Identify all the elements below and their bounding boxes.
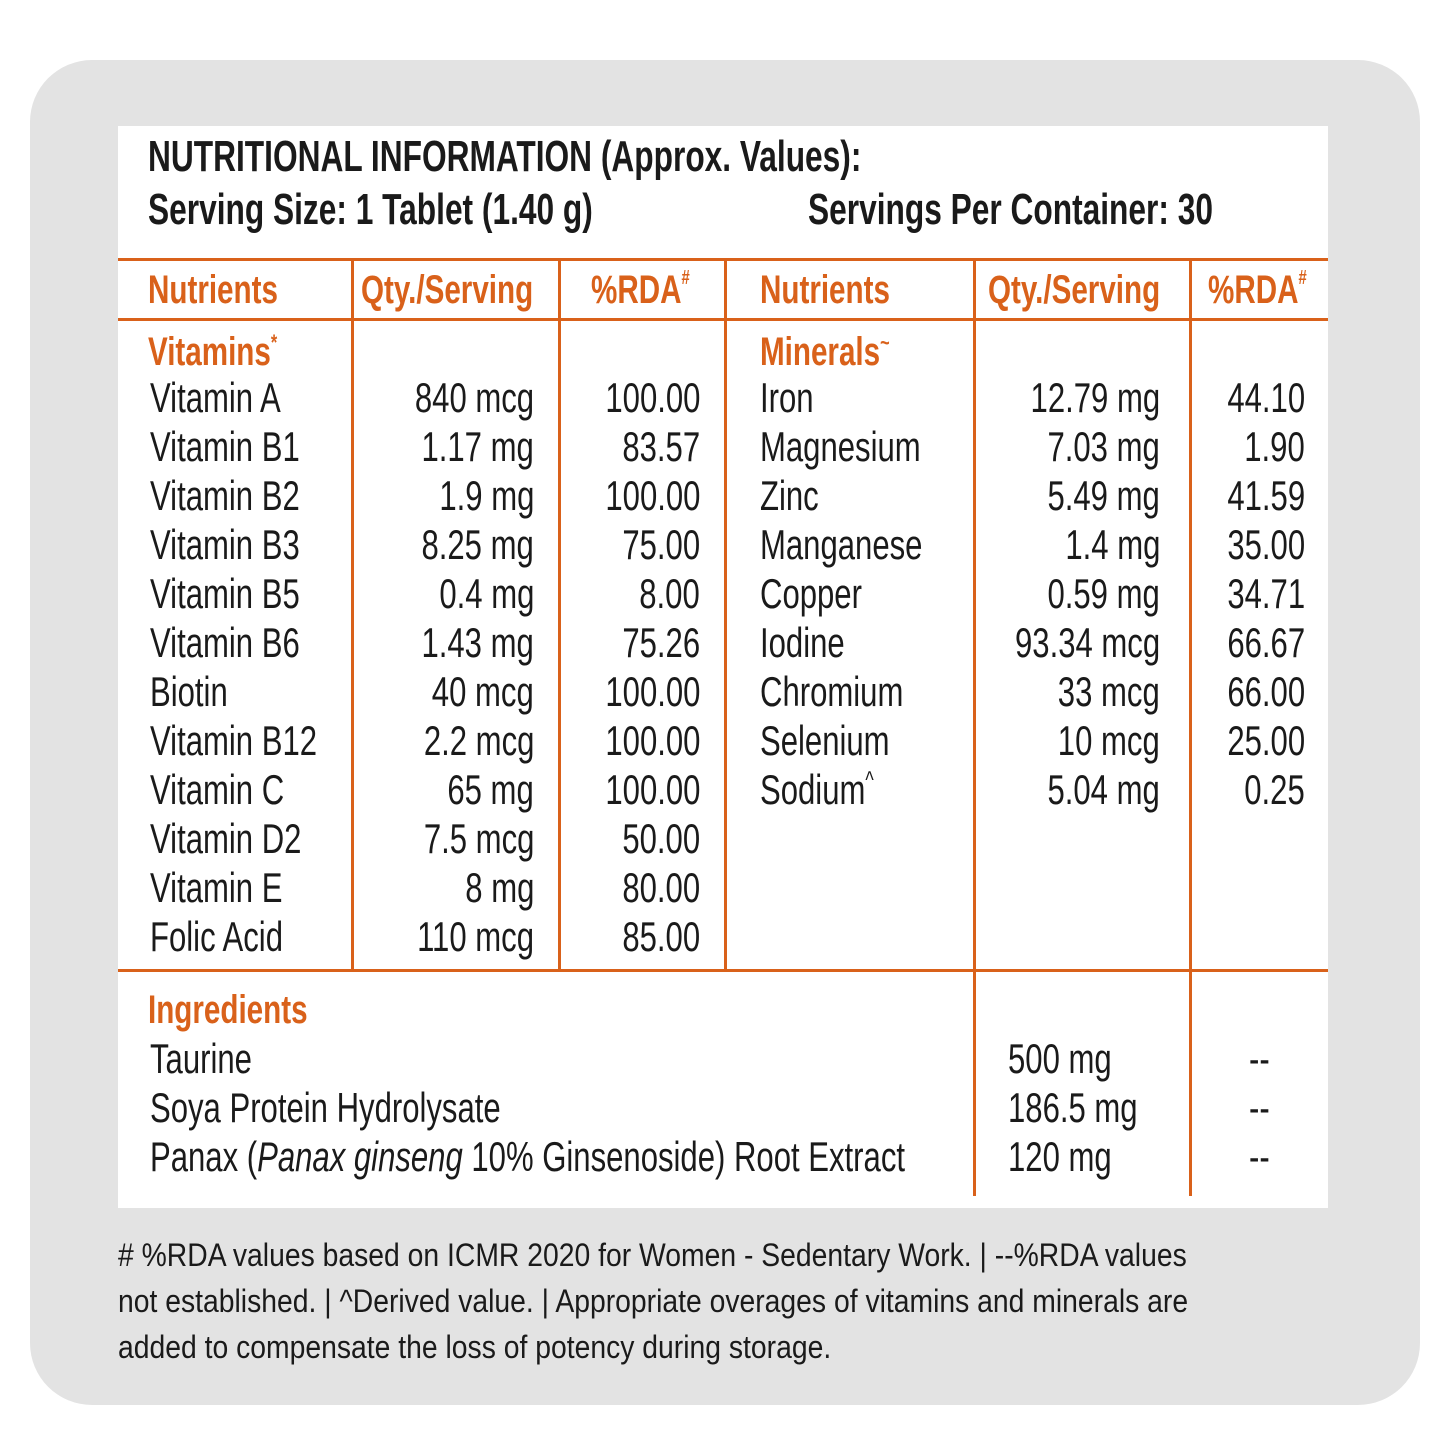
- vitamin-rda: 100.00: [604, 717, 700, 764]
- vitamin-qty: 2.2 mcg: [423, 717, 534, 764]
- minerals-heading: Minerals~: [760, 330, 890, 374]
- vitamin-qty: 8.25 mg: [421, 521, 534, 568]
- ingredient-rda: --: [1249, 1035, 1270, 1082]
- vitamin-rda: 75.00: [622, 521, 700, 568]
- mineral-rda: 34.71: [1227, 570, 1305, 617]
- ingredient-name: Panax (Panax ginseng 10% Ginsenoside) Root Extract: [150, 1133, 905, 1180]
- col-divider: [973, 258, 976, 1196]
- mineral-qty: 5.49 mg: [1047, 472, 1160, 519]
- ingredients-top-rule: [118, 969, 1328, 972]
- header-qty: Qty./Serving: [361, 268, 534, 312]
- ingredient-qty: 120 mg: [1008, 1133, 1112, 1180]
- vitamin-rda: 8.00: [639, 570, 700, 617]
- page-title: NUTRITIONAL INFORMATION (Approx. Values):: [148, 132, 862, 181]
- vitamin-rda: 100.00: [604, 374, 700, 421]
- mineral-rda: 1.90: [1244, 423, 1305, 470]
- vitamin-name: Vitamin B3: [150, 521, 300, 568]
- ingredients-heading: Ingredients: [148, 988, 308, 1032]
- mineral-qty: 0.59 mg: [1047, 570, 1160, 617]
- footnote-line: added to compensate the loss of potency during storage.: [118, 1329, 832, 1365]
- vitamin-name: Vitamin C: [150, 766, 285, 813]
- vitamin-rda: 50.00: [622, 815, 700, 862]
- vitamin-name: Vitamin B2: [150, 472, 300, 519]
- vitamin-name: Folic Acid: [150, 913, 284, 960]
- vitamin-name: Vitamin B5: [150, 570, 300, 617]
- mineral-name: Iodine: [760, 619, 845, 666]
- vitamin-qty: 1.43 mg: [421, 619, 534, 666]
- mineral-qty: 5.04 mg: [1047, 766, 1160, 813]
- vitamin-name: Vitamin B12: [150, 717, 318, 764]
- vitamin-name: Vitamin D2: [150, 815, 302, 862]
- vitamin-rda: 75.26: [622, 619, 700, 666]
- mineral-qty: 33 mcg: [1058, 668, 1160, 715]
- mineral-qty: 12.79 mg: [1030, 374, 1160, 421]
- mineral-qty: 1.4 mg: [1064, 521, 1160, 568]
- serving-size: Serving Size: 1 Tablet (1.40 g): [148, 185, 593, 234]
- ingredient-name: Taurine: [150, 1035, 252, 1082]
- vitamin-name: Vitamin A: [150, 374, 281, 421]
- vitamin-qty: 110 mcg: [417, 913, 534, 960]
- vitamin-qty: 40 mcg: [432, 668, 534, 715]
- mineral-name: Manganese: [760, 521, 923, 568]
- vitamin-name: Vitamin B6: [150, 619, 300, 666]
- col-divider: [724, 258, 727, 971]
- vitamin-qty: 7.5 mcg: [423, 815, 534, 862]
- vitamin-qty: 1.9 mg: [438, 472, 534, 519]
- mineral-qty: 93.34 mcg: [1014, 619, 1160, 666]
- mineral-name: Copper: [760, 570, 862, 617]
- mineral-qty: 7.03 mg: [1047, 423, 1160, 470]
- ingredient-rda: --: [1249, 1133, 1270, 1180]
- col-divider: [351, 258, 354, 971]
- header-rda: %RDA#: [1208, 267, 1307, 312]
- footnote: [118, 1232, 1242, 1370]
- header-bottom-rule: [118, 318, 1328, 321]
- vitamin-qty: 0.4 mg: [438, 570, 534, 617]
- ingredient-name: Soya Protein Hydrolysate: [150, 1084, 501, 1131]
- vitamins-heading: Vitamins*: [148, 330, 278, 374]
- mineral-name: Sodium^: [760, 766, 874, 813]
- mineral-name: Zinc: [760, 472, 819, 519]
- footnote-line: not established. | ^Derived value. | Appropriate overages of vitamins and minerals are: [118, 1283, 1189, 1319]
- vitamin-rda: 100.00: [604, 766, 700, 813]
- table-top-rule: [118, 258, 1328, 261]
- ingredient-rda: --: [1249, 1084, 1270, 1131]
- mineral-rda: 25.00: [1227, 717, 1305, 764]
- servings-per-container: Servings Per Container: 30: [808, 185, 1213, 234]
- mineral-rda: 66.00: [1227, 668, 1305, 715]
- mineral-name: Iron: [760, 374, 814, 421]
- vitamin-name: Vitamin B1: [150, 423, 300, 470]
- vitamin-name: Vitamin E: [150, 864, 283, 911]
- mineral-name: Chromium: [760, 668, 904, 715]
- header-rda: %RDA#: [591, 267, 690, 312]
- vitamin-qty: 65 mg: [447, 766, 534, 813]
- vitamin-qty: 8 mg: [464, 864, 534, 911]
- mineral-rda: 35.00: [1227, 521, 1305, 568]
- mineral-rda: 44.10: [1227, 374, 1305, 421]
- mineral-rda: 0.25: [1244, 766, 1305, 813]
- mineral-rda: 41.59: [1227, 472, 1305, 519]
- header-nutrients: Nutrients: [148, 268, 278, 312]
- vitamin-name: Biotin: [150, 668, 228, 715]
- vitamin-rda: 100.00: [604, 472, 700, 519]
- header-nutrients: Nutrients: [760, 268, 890, 312]
- mineral-name: Magnesium: [760, 423, 921, 470]
- vitamin-rda: 83.57: [622, 423, 700, 470]
- mineral-name: Selenium: [760, 717, 890, 764]
- mineral-qty: 10 mcg: [1058, 717, 1160, 764]
- footnote-line: # %RDA values based on ICMR 2020 for Women - Sedentary Work. | --%RDA values: [118, 1237, 1187, 1273]
- col-divider: [558, 258, 561, 971]
- vitamin-qty: 840 mcg: [414, 374, 534, 421]
- ingredient-qty: 500 mg: [1008, 1035, 1112, 1082]
- header-qty: Qty./Serving: [988, 268, 1161, 312]
- vitamin-rda: 85.00: [622, 913, 700, 960]
- vitamin-rda: 100.00: [604, 668, 700, 715]
- ingredient-qty: 186.5 mg: [1008, 1084, 1138, 1131]
- vitamin-qty: 1.17 mg: [421, 423, 534, 470]
- mineral-rda: 66.67: [1227, 619, 1305, 666]
- col-divider: [1189, 258, 1192, 1196]
- vitamin-rda: 80.00: [622, 864, 700, 911]
